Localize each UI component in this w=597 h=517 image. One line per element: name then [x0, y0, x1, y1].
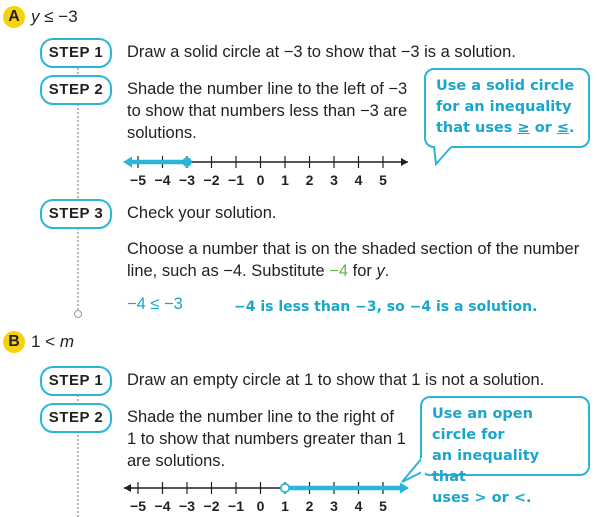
step1-b-label: STEP 1: [40, 366, 112, 396]
badge-a: A: [3, 6, 25, 28]
step3-a-text: Check your solution.: [127, 204, 277, 222]
nl-a-shade-arrow: [123, 157, 132, 168]
problem-b-var: m: [59, 332, 75, 351]
nl-b-tick-label-9: 4: [354, 498, 363, 514]
callout-b: [420, 396, 590, 506]
step1-b-text: Draw an empty circle at 1 to show that 1 is not a solution.: [127, 371, 545, 389]
nl-b-tick-label-2: −3: [179, 498, 195, 514]
nl-b-tick-label-4: −1: [228, 498, 244, 514]
callout-a-line1: Use a solid circle: [436, 78, 575, 94]
problem-b-rel: 1 <: [31, 332, 60, 351]
badge-b: B: [3, 331, 25, 353]
problem-b: [31, 332, 74, 352]
choose-num: −4: [329, 262, 349, 280]
check-explain: −4 is less than −3, so −4 is a solution.: [234, 299, 538, 315]
callout-a-tail: [432, 146, 456, 168]
nl-a-tick-label-1: −4: [154, 172, 171, 188]
number-line-b: [120, 476, 420, 516]
nl-b-tick-label-10: 5: [379, 498, 387, 514]
step1-a-text: Draw a solid circle at −3 to show that −3 is a solution.: [127, 43, 516, 61]
step2-a-line3: solutions.: [127, 124, 197, 142]
nl-a-tick-label-2: −3: [179, 172, 195, 188]
nl-a-tick-label-5: 0: [256, 172, 265, 188]
nl-b-tick-label-8: 3: [330, 498, 338, 514]
nl-b-tick-label-0: −5: [130, 498, 146, 514]
callout-a-line3: that uses ≥ or ≤.: [436, 120, 575, 136]
number-line-a: [120, 150, 420, 190]
nl-b-arrow-left: [124, 484, 131, 492]
step2-a-label: STEP 2: [40, 75, 112, 105]
nl-b-open-point: [281, 484, 289, 492]
nl-b-tick-label-1: −4: [154, 498, 171, 514]
nl-a-tick-label-10: 5: [379, 172, 387, 188]
step2-b-line1: Shade the number line to the right of: [127, 408, 394, 426]
nl-a-tick-label-6: 1: [281, 172, 289, 188]
callout-b-sym2: <: [513, 490, 526, 506]
nl-b-tick-label-7: 2: [305, 498, 314, 514]
callout-a-line2: for an inequality: [436, 99, 572, 115]
callout-b-sym1: >: [474, 490, 487, 506]
nl-a-tick-label-7: 2: [305, 172, 314, 188]
nl-a-tick-label-4: −1: [228, 172, 244, 188]
callout-b-line3: uses > or <.: [432, 490, 532, 506]
callout-a: [424, 68, 590, 148]
check-expr: −4 ≤ −3: [127, 295, 183, 313]
connector-end-a: [74, 310, 82, 318]
callout-a-sym2: ≤: [556, 120, 570, 136]
nl-a-tick-label-0: −5: [130, 172, 146, 188]
choose-line1: Choose a number that is on the shaded section of the number: [127, 240, 580, 258]
nl-b-shade-arrow: [400, 483, 409, 494]
nl-a-closed-point: [183, 158, 191, 166]
step2-b-line3: are solutions.: [127, 452, 226, 470]
step2-a-line2: to show that numbers less than −3 are: [127, 102, 408, 120]
nl-a-tick-label-3: −2: [203, 172, 220, 188]
step2-a-line1: Shade the number line to the left of −3: [127, 80, 408, 98]
nl-b-tick-label-6: 1: [281, 498, 289, 514]
choose-var: y: [376, 262, 385, 280]
choose-text: [127, 238, 597, 282]
nl-a-tick-label-8: 3: [330, 172, 338, 188]
problem-a-rel: ≤ −3: [44, 7, 78, 26]
nl-b-tick-label-3: −2: [203, 498, 220, 514]
callout-b-line2: an inequality that: [432, 448, 540, 485]
problem-a-var: y: [31, 7, 40, 26]
step2-b-label: STEP 2: [40, 403, 112, 433]
choose-line2: line, such as −4. Substitute −4 for y.: [127, 262, 390, 280]
callout-b-line1: Use an open circle for: [432, 406, 533, 443]
nl-b-tick-label-5: 0: [256, 498, 265, 514]
step2-a-text: [127, 78, 427, 144]
nl-a-tick-label-9: 4: [354, 172, 363, 188]
nl-a-arrow-right: [401, 158, 408, 166]
callout-a-sym1: ≥: [517, 120, 530, 136]
step2-b-text: [127, 406, 427, 472]
step1-a-label: STEP 1: [40, 38, 112, 68]
step2-b-line2: 1 to show that numbers greater than 1: [127, 430, 406, 448]
problem-a: [31, 7, 78, 27]
step3-a-label: STEP 3: [40, 199, 112, 229]
